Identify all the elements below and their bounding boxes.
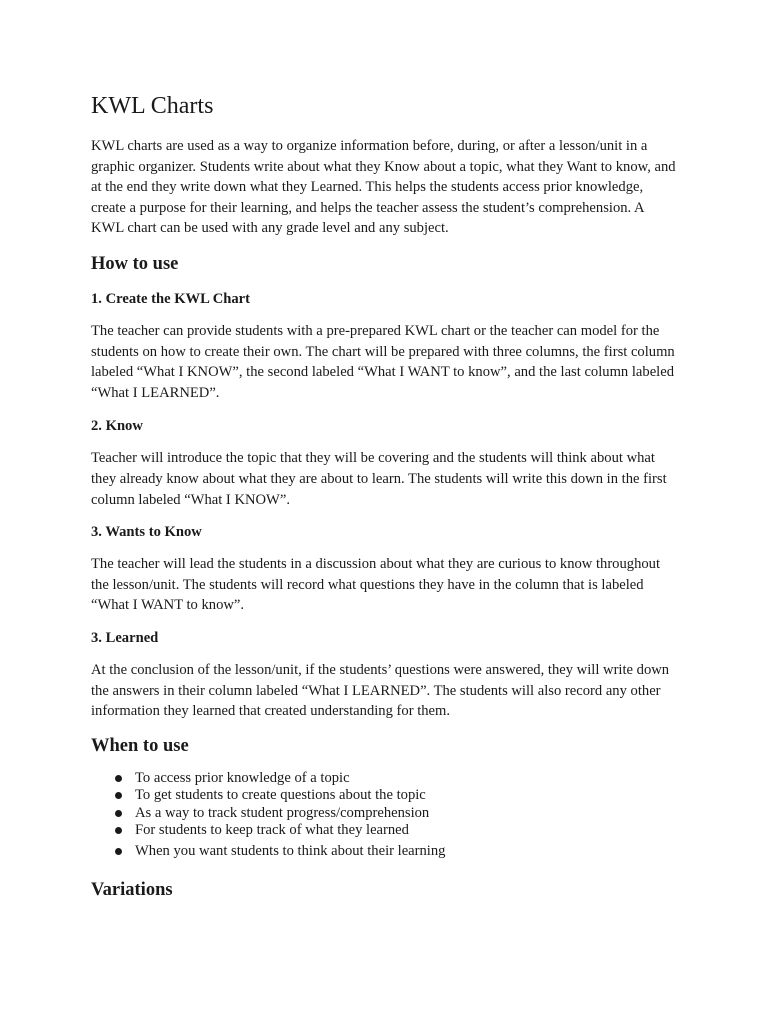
bullet-icon — [115, 775, 122, 782]
list-item-text: To access prior knowledge of a topic — [135, 769, 350, 786]
step-text-know: Teacher will introduce the topic that they will be covering and the students will think about what they already know about what they are about to learn. The students will write this down in the first column labeled “What I KNOW”. — [91, 450, 667, 508]
list-item — [115, 805, 680, 823]
step-heading-create: 1. Create the KWL Chart — [91, 290, 251, 307]
list-item-text: As a way to track student progress/comprehension — [135, 804, 430, 821]
heading-variations: Variations — [91, 879, 173, 900]
heading-how-to-use: How to use — [91, 253, 179, 274]
bullet-icon — [115, 792, 122, 799]
list-item-text: When you want students to think about their learning — [135, 843, 446, 860]
list-item — [115, 787, 680, 805]
bullet-icon — [115, 827, 122, 834]
when-to-use-list — [91, 770, 680, 861]
heading-when-to-use: When to use — [91, 735, 189, 756]
bullet-icon — [115, 810, 122, 817]
list-item-text: To get students to create questions about the topic — [135, 787, 426, 804]
step-text-wants-to-know: The teacher will lead the students in a discussion about what they are curious to know throughout the lesson/unit. The students will record what questions they have in the column that is labeled “What I WANT to know”. — [91, 556, 661, 614]
step-text-learned: At the conclusion of the lesson/unit, if the students’ questions were answered, they will write down the answers in their column labeled “What I LEARNED”. The students will also record any other information they learned that created understanding for them. — [91, 661, 670, 720]
step-heading-wants-to-know: 3. Wants to Know — [91, 524, 202, 541]
step-heading-learned: 3. Learned — [91, 629, 159, 646]
page-title: KWL Charts — [91, 93, 214, 119]
bullet-icon — [115, 848, 122, 855]
list-item — [115, 822, 680, 840]
step-heading-know: 2. Know — [91, 418, 143, 435]
list-item — [115, 843, 680, 861]
step-text-create: The teacher can provide students with a pre-prepared KWL chart or the teacher can model for the students on how to create their own. The chart will be prepared with three columns, the first column labeled “What I KNOW”, the second labeled “What I WANT to know”, and the last column labeled “What I LEARNED”. — [91, 322, 675, 401]
list-item-text: For students to keep track of what they learned — [135, 822, 409, 839]
intro-paragraph: KWL charts are used as a way to organize information before, during, or after a lesson/unit in a graphic organizer. Students write about what they Know about a topic, what they Want to know, and at the end they write down what they Learned. This helps the students access prior knowledge, create a purpose for their learning, and helps the teacher assess the student’s comprehension. A KWL chart can be used with any grade level and any subject. — [91, 138, 676, 237]
list-item — [115, 770, 680, 788]
